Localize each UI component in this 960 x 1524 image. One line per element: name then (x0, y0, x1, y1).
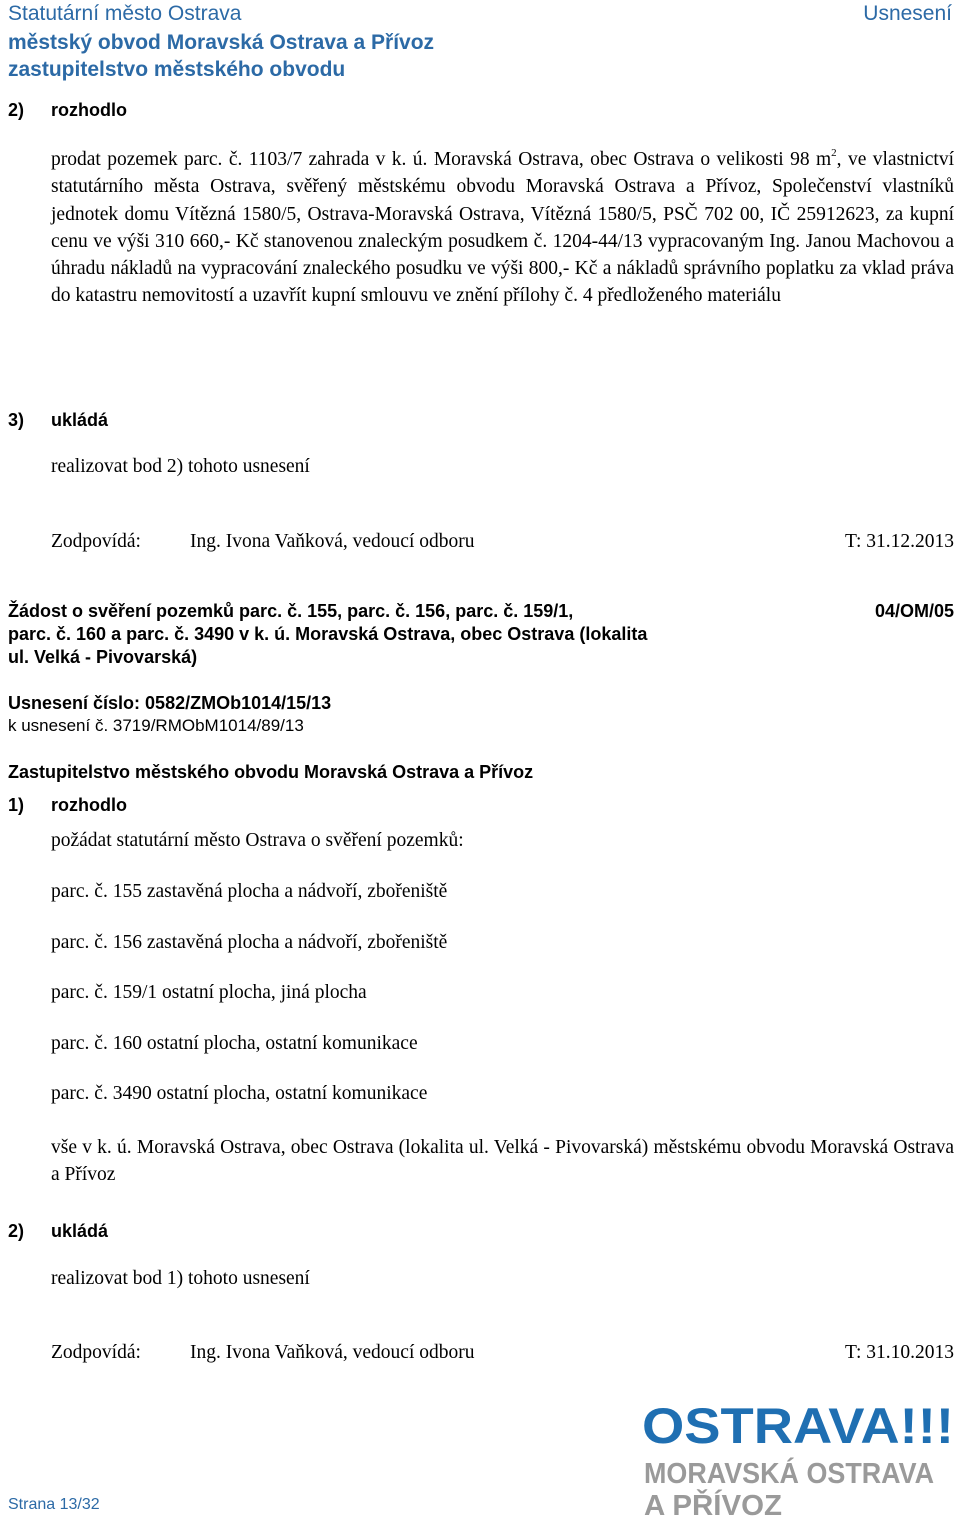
parcel-item: parc. č. 156 zastavěná plocha a nádvoří, zbořeniště (51, 932, 448, 953)
parcel-item: parc. č. 159/1 ostatní plocha, jiná plocha (51, 982, 367, 1003)
header-district: městský obvod Moravská Ostrava a Přívoz (8, 31, 435, 54)
resolution-reference: k usnesení č. 3719/RMObM1014/89/13 (8, 716, 304, 735)
council-name: Zastupitelstvo městského obvodu Moravská Ostrava a Přívoz (8, 762, 534, 782)
point-3-heading (8, 410, 308, 434)
item-point-1-heading (8, 795, 308, 819)
responsible-person: Ing. Ivona Vaňková, vedoucí odboru (190, 1342, 475, 1363)
resolution-number: Usnesení číslo: 0582/ZMOb1014/15/13 (8, 693, 332, 713)
point-2-heading (8, 100, 308, 124)
parcel-item: parc. č. 160 ostatní plocha, ostatní komunikace (51, 1033, 418, 1054)
ostrava-logo-graphic (642, 1397, 954, 1519)
header-council: zastupitelstvo městského obvodu (8, 58, 346, 81)
deadline: T: 31.10.2013 (845, 1342, 954, 1363)
logo-line-3: A PŘÍVOZ (644, 1490, 780, 1519)
page-number: Strana 13/32 (8, 1496, 100, 1513)
sale-paragraph: prodat pozemek parc. č. 1103/7 zahrada v k. ú. Moravská Ostrava, obec Ostrava o velikosti 98 $m^2$, ve vlastnictví statutárního města Ostrava, svěřený městskému obvodu Moravská Ostrava a Přívoz, Společenství vlastníků jednotek domu Vítězná 1580/5, Ostrava-Moravská Ostrava, Vítězná 1580/5, PSČ 702 00, IČ 25912623, za kupní cenu ve výši 310 660,- Kč stanovenou znaleckým posudkem č. 1204-44/13 vypracovaným Ing. Janou Machovou a úhradu nákladů na vypracování znaleckého posudku ve výši 800,- Kč a nákladů správního poplatku za vklad práva do katastru nemovitostí a uzavřít kupní smlouvu ve znění přílohy č. 4 předloženého materiálu (51, 146, 954, 307)
point-label: ukládá (51, 410, 109, 430)
header-city: Statutární město Ostrava (8, 2, 242, 25)
point-label: rozhodlo (51, 100, 127, 120)
parcel-item: parc. č. 3490 ostatní plocha, ostatní komunikace (51, 1083, 428, 1104)
ostrava-logo (642, 1397, 954, 1519)
point-number: 1) (8, 795, 25, 815)
parcel-item: parc. č. 155 zastavěná plocha a nádvoří, zbořeniště (51, 881, 448, 902)
logo-line-1: OSTRAVA!!! (642, 1398, 954, 1454)
point-number: 3) (8, 410, 25, 430)
point-number: 2) (8, 100, 25, 120)
deadline: T: 31.12.2013 (845, 531, 954, 552)
responsible-person: Ing. Ivona Vaňková, vedoucí odboru (190, 531, 475, 552)
point-3-text: realizovat bod 2) tohoto usnesení (51, 456, 310, 477)
item-title: Žádost o svěření pozemků parc. č. 155, parc. č. 156, parc. č. 159/1, parc. č. 160 a parc. č. 3490 v k. ú. Moravská Ostrava, obec Ostrava (lokalita ul. Velká - Pivovarská) (8, 601, 648, 667)
responsible-label: Zodpovídá: (51, 531, 141, 552)
responsible-label: Zodpovídá: (51, 1342, 141, 1363)
superscript: 2 (831, 146, 837, 159)
item-point-2-heading (8, 1221, 308, 1245)
point-number: 2) (8, 1221, 25, 1241)
point-label: ukládá (51, 1221, 109, 1241)
item-code: 04/OM/05 (874, 601, 954, 621)
logo-line-2: MORAVSKÁ OSTRAVA (644, 1458, 954, 1490)
item-point-2-text: realizovat bod 1) tohoto usnesení (51, 1268, 310, 1289)
request-intro: požádat statutární město Ostrava o svěření pozemků: (51, 830, 464, 851)
request-closing: vše v k. ú. Moravská Ostrava, obec Ostrava (lokalita ul. Velká - Pivovarská) městskému obvodu Moravská Ostrava a Přívoz (51, 1137, 954, 1186)
point-label: rozhodlo (51, 795, 127, 815)
header-doc-type: Usnesení (863, 2, 952, 25)
